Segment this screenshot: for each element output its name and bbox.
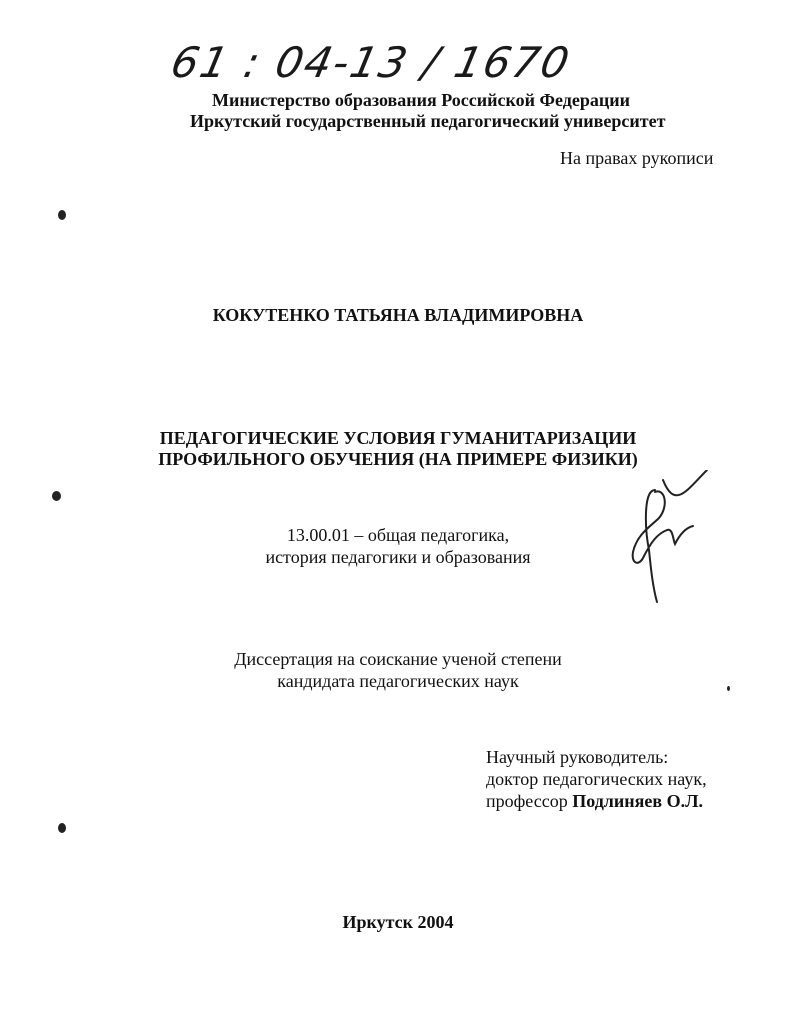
punch-mark [52, 491, 61, 501]
dissertation-purpose-line-1: Диссертация на соискание ученой степени [234, 649, 562, 669]
thesis-title-line-1: ПЕДАГОГИЧЕСКИЕ УСЛОВИЯ ГУМАНИТАРИЗАЦИИ [159, 428, 637, 448]
supervisor-degree: доктор педагогических наук, [486, 769, 707, 789]
ministry-name: Министерство образования Российской Федерации [212, 90, 630, 110]
author-name: КОКУТЕНКО ТАТЬЯНА ВЛАДИМИРОВНА [212, 305, 584, 325]
specialty-code-line: 13.00.01 – общая педагогика, [286, 525, 510, 545]
manuscript-rights: На правах рукописи [560, 148, 714, 168]
supervisor-label: Научный руководитель: [486, 747, 669, 767]
supervisor-position-name [486, 791, 703, 812]
supervisor-position: профессор [486, 791, 568, 811]
thesis-title-line-2: ПРОФИЛЬНОГО ОБУЧЕНИЯ (НА ПРИМЕРЕ ФИЗИКИ) [158, 449, 638, 469]
supervisor-name: Подлиняев О.Л. [572, 791, 704, 811]
handwritten-archive-code: 61 : 04-13 / 1670 [166, 38, 576, 87]
university-name: Иркутский государственный педагогический университет [190, 111, 666, 131]
punch-mark [58, 210, 66, 220]
city-year: Иркутск 2004 [342, 912, 454, 932]
scan-speck [727, 686, 730, 691]
specialty-name-line: история педагогики и образования [265, 547, 531, 567]
punch-mark [58, 823, 66, 833]
dissertation-purpose-line-2: кандидата педагогических наук [277, 671, 519, 691]
